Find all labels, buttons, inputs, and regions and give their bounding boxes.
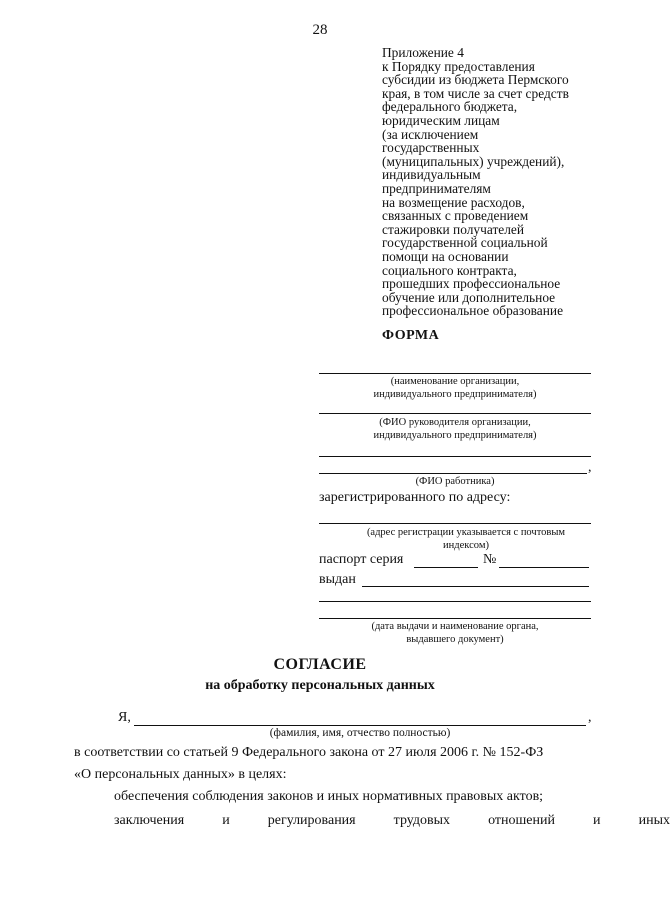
address-caption: [330, 526, 602, 552]
issued-line-1[interactable]: [362, 586, 589, 587]
worker-name-line-2[interactable]: [319, 473, 587, 474]
passport-series-label: паспорт серия: [319, 552, 404, 567]
consent-text: [74, 742, 670, 832]
issue-caption-line-2: выдавшего документ): [406, 634, 504, 645]
consent-word: иных: [638, 813, 670, 828]
appendix-block: [382, 46, 632, 318]
worker-comma: ,: [588, 460, 592, 475]
page-number: 28: [312, 22, 328, 38]
document-title: СОГЛАСИЕ: [273, 656, 367, 673]
head-name-line[interactable]: [319, 413, 591, 414]
consent-line-3: обеспечения соблюдения законов и иных нормативных правовых актов;: [114, 789, 544, 804]
appendix-line: помощи на основании: [382, 248, 509, 264]
passport-number-sign: №: [483, 552, 497, 567]
consent-word: отношений: [488, 813, 555, 828]
i-label: Я,: [118, 710, 131, 725]
appendix-line: государственной социальной: [382, 235, 548, 251]
consent-word: и: [593, 813, 601, 828]
issue-caption: [319, 620, 591, 646]
appendix-line: индивидуальным: [382, 167, 481, 183]
appendix-line: стажировки получателей: [382, 221, 525, 237]
passport-number-line[interactable]: [499, 567, 589, 568]
consent-line-2: «О персональных данных» в целях:: [74, 767, 287, 782]
org-caption: [319, 375, 591, 401]
consent-line-4: [74, 810, 670, 832]
issued-line-2[interactable]: [319, 601, 591, 602]
address-caption-line-2: индексом): [443, 540, 489, 551]
appendix-line: связанных с проведением: [382, 208, 529, 224]
address-caption-line-1: (адрес регистрации указывается с почтовым: [366, 527, 566, 538]
issue-caption-line-1: (дата выдачи и наименование органа,: [371, 621, 539, 632]
appendix-line: профессиональное образование: [382, 303, 564, 319]
passport-series-line[interactable]: [414, 567, 478, 568]
appendix-line: юридическим лицам: [382, 112, 500, 128]
registered-label: зарегистрированного по адресу:: [319, 490, 511, 505]
document-subtitle: на обработку персональных данных: [205, 678, 435, 693]
head-caption-line-1: (ФИО руководителя организации,: [379, 417, 531, 428]
appendix-line: Приложение 4: [382, 45, 464, 60]
appendix-line: (за исключением: [382, 126, 479, 142]
appendix-line: края, в том числе за счет средств: [382, 85, 569, 101]
appendix-line: на возмещение расходов,: [382, 194, 525, 210]
worker-name-line-1[interactable]: [319, 456, 591, 457]
appendix-line: федерального бюджета,: [382, 99, 518, 115]
issued-label: выдан: [319, 572, 356, 587]
appendix-line: прошедших профессиональное: [382, 276, 561, 292]
appendix-line: социального контракта,: [382, 262, 517, 278]
consent-word: регулирования: [267, 813, 356, 828]
consent-word: трудовых: [393, 813, 451, 828]
appendix-line: субсидии из бюджета Пермского: [382, 72, 569, 88]
head-caption: [319, 416, 591, 442]
org-caption-line-1: (наименование организации,: [390, 376, 520, 387]
form-label: ФОРМА: [382, 328, 440, 343]
consent-line-1: в соответствии со статьей 9 Федерального закона от 27 июля 2006 г. № 152-ФЗ: [74, 745, 544, 760]
full-name-caption: (фамилия, имя, отчество полностью): [269, 727, 451, 739]
address-line[interactable]: [319, 523, 591, 524]
consent-word: и: [222, 813, 230, 828]
consent-word: заключения: [114, 813, 185, 828]
org-name-line[interactable]: [319, 373, 591, 374]
full-name-line[interactable]: [134, 725, 586, 726]
org-caption-line-2: индивидуального предпринимателя): [373, 389, 537, 400]
appendix-line: государственных: [382, 140, 480, 156]
worker-caption: (ФИО работника): [415, 476, 495, 487]
head-caption-line-2: индивидуального предпринимателя): [373, 430, 537, 441]
issued-line-3[interactable]: [319, 618, 591, 619]
appendix-line: к Порядку предоставления: [382, 58, 535, 74]
appendix-line: обучение или дополнительное: [382, 289, 556, 305]
full-name-comma: ,: [588, 710, 592, 725]
appendix-line: (муниципальных) учреждений),: [382, 153, 565, 169]
appendix-line: предпринимателям: [382, 180, 491, 196]
